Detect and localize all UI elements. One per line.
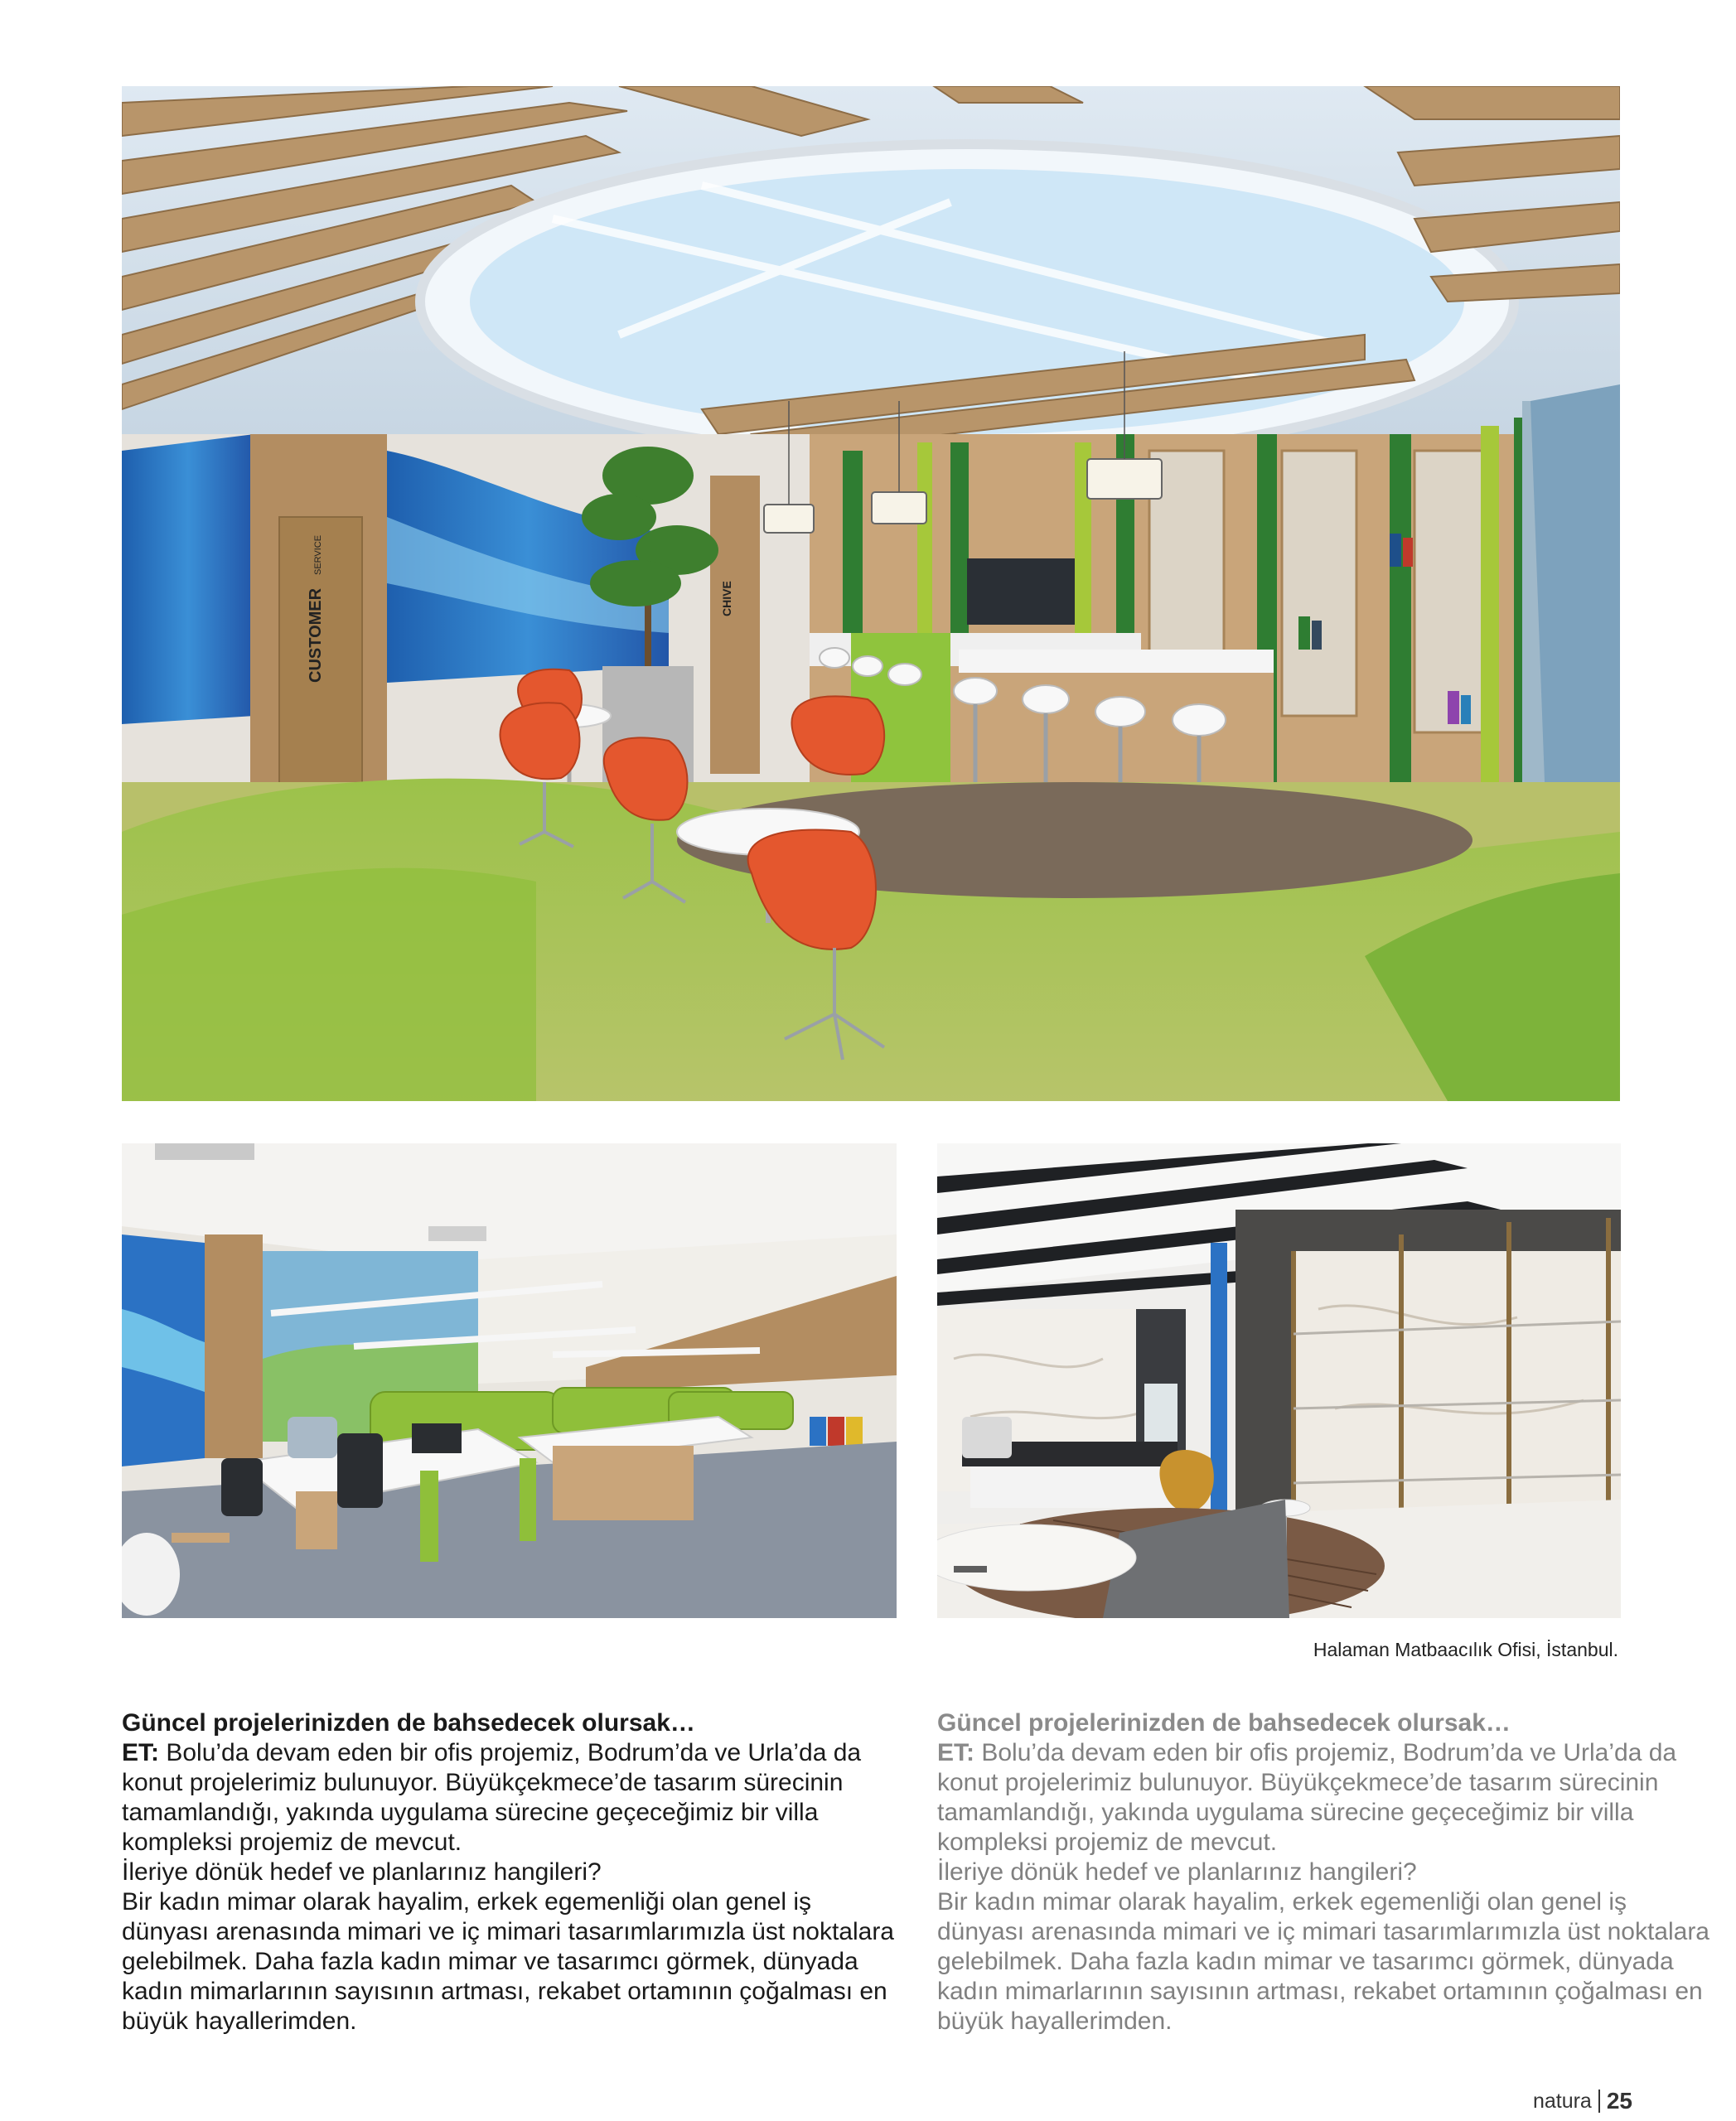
answer-label: ET: [937,1739,974,1766]
question-current-projects: Güncel projelerinizden de bahsedecek olursak… [122,1709,695,1737]
open-workspace-illustration [122,1143,897,1618]
photo-caption: Halaman Matbaacılık Ofisi, İstanbul. [1313,1639,1618,1660]
question-future-plans: İleriye dönük hedef ve planlarınız hangileri? [937,1858,1417,1886]
answer-label: ET: [122,1739,159,1766]
open-workspace-photo [122,1143,897,1618]
answer-future-plans: Bir kadın mimar olarak hayalim, erkek egemenliği olan genel iş dünyası arenasında mimari ve iç mimari tasarımlarımızla üst noktalara gelebilmek. Daha fazla kadın mimar ve tasarımcı görmek, dünyada kadın mimarlarının sayısının artması, rekabet ortamının çoğalması en büyük hayallerimden. [937,1888,1709,2035]
magazine-name: natura [1532,2089,1592,2113]
customer-sign: CUSTOMER [307,587,325,683]
interview-text-right [937,1708,1716,2036]
page-number: 25 [1606,2088,1632,2114]
page-footer [1533,2088,1632,2114]
interview-text-left [122,1708,901,2036]
answer-text: Bolu’da devam eden bir ofis projemiz, Bodrum’da ve Urla’da da konut projelerimiz bulunuyor. Büyükçekmece’de tasarım sürecinin tamamlandığı, yakında uygulama sürecine geçeceğimiz bir villa kompleksi projemiz de mevcut. [122,1739,862,1856]
answer-future-plans: Bir kadın mimar olarak hayalim, erkek egemenliği olan genel iş dünyası arenasında mimari ve iç mimari tasarımlarımızla üst noktalara gelebilmek. Daha fazla kadın mimar ve tasarımcı görmek, dünyada kadın mimarlarının sayısının artması, rekabet ortamının çoğalması en büyük hayallerimden. [122,1888,894,2035]
answer-current-projects [937,1738,1716,1858]
office-lounge-illustration [122,86,1620,1101]
archive-sign: CHIVE [720,581,733,616]
question-future-plans: İleriye dönük hedef ve planlarınız hangileri? [122,1858,602,1886]
question-current-projects: Güncel projelerinizden de bahsedecek olursak… [937,1709,1511,1737]
executive-office-illustration [937,1143,1621,1618]
answer-current-projects [122,1738,901,1858]
office-lounge-photo [122,86,1620,1101]
executive-office-photo [937,1143,1621,1618]
service-sign: SERVICE [313,534,323,575]
answer-text: Bolu’da devam eden bir ofis projemiz, Bodrum’da ve Urla’da da konut projelerimiz bulunuyor. Büyükçekmece’de tasarım sürecinin tamamlandığı, yakında uygulama sürecine geçeceğimiz bir villa kompleksi projemiz de mevcut. [937,1739,1677,1856]
footer-divider [1598,2090,1600,2113]
